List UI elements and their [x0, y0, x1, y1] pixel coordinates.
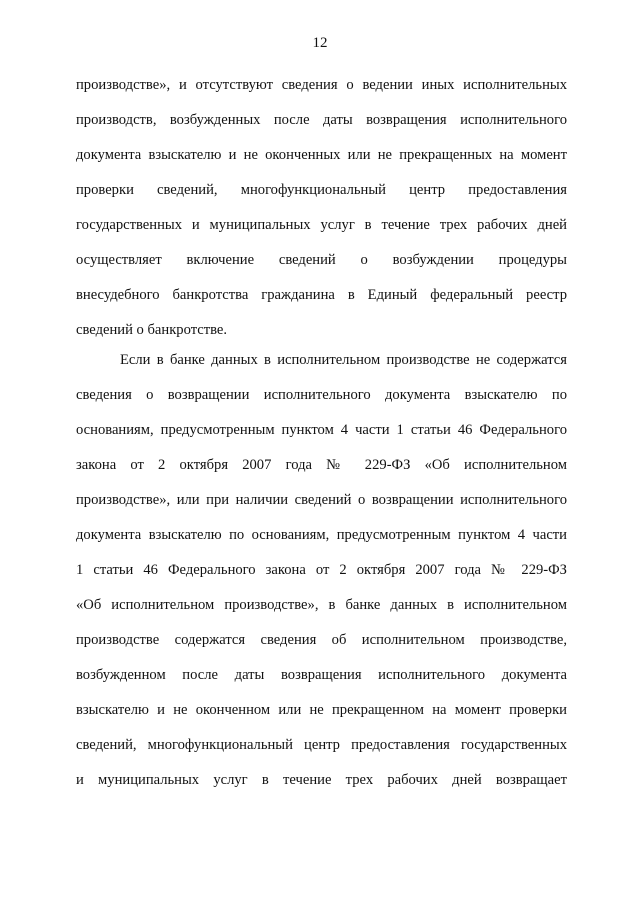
text-line: проверки сведений, многофункциональный центр предоставления [76, 182, 567, 198]
text-line: взыскателю и не оконченном или не прекращенном на момент проверки [76, 702, 567, 718]
text-line: закона от 2 октября 2007 года № 229-ФЗ «Об исполнительном [76, 457, 567, 473]
text-line: сведений, многофункциональный центр предоставления государственных [76, 737, 567, 753]
text-line: государственных и муниципальных услуг в течение трех рабочих дней [76, 217, 567, 233]
text-line: возбужденном после даты возвращения исполнительного документа [76, 667, 567, 683]
text-line: производстве», и отсутствуют сведения о ведении иных исполнительных [76, 77, 567, 93]
text-line: сведения о возвращении исполнительного документа взыскателю по [76, 387, 567, 403]
text-line: внесудебного банкротства гражданина в Единый федеральный реестр [76, 287, 567, 303]
paragraph-2 [76, 351, 567, 806]
text-line: документа взыскателю по основаниям, предусмотренным пунктом 4 части [76, 527, 567, 543]
text-line: производстве», или при наличии сведений о возвращении исполнительного [76, 492, 567, 508]
text-line: производств, возбужденных после даты возвращения исполнительного [76, 112, 567, 128]
text-line: осуществляет включение сведений о возбуждении процедуры [76, 252, 567, 268]
text-line: производстве содержатся сведения об исполнительном производстве, [76, 632, 567, 648]
page-number: 12 [312, 35, 328, 51]
text-line: «Об исполнительном производстве», в банке данных в исполнительном [76, 597, 567, 613]
text-line: Если в банке данных в исполнительном производстве не содержатся [120, 352, 567, 368]
text-line: и муниципальных услуг в течение трех рабочих дней возвращает [76, 772, 567, 788]
text-line: сведений о банкротстве. [76, 322, 228, 338]
text-line: 1 статьи 46 Федерального закона от 2 октября 2007 года № 229-ФЗ [76, 562, 567, 578]
text-line: документа взыскателю и не оконченных или не прекращенных на момент [76, 147, 567, 163]
text-line: основаниям, предусмотренным пунктом 4 части 1 статьи 46 Федерального [76, 422, 567, 438]
paragraph-1 [76, 76, 567, 356]
